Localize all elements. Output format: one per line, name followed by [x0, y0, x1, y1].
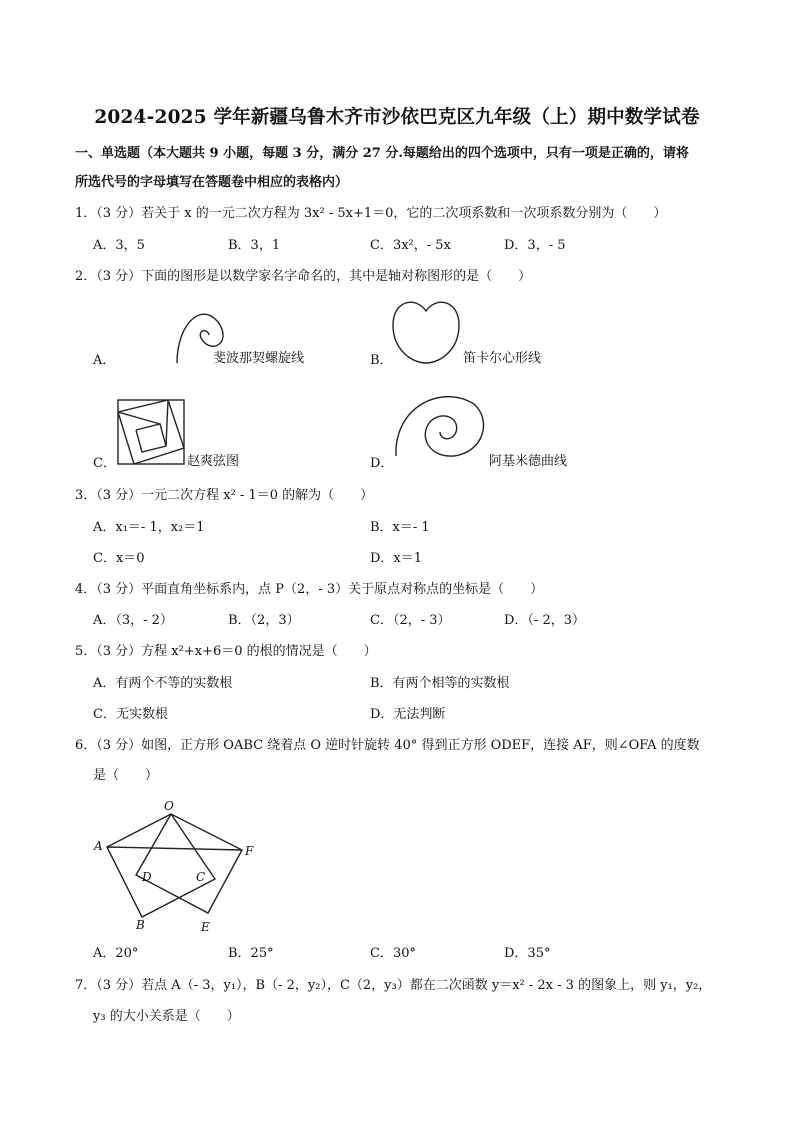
figure-label-o: O — [164, 799, 174, 813]
question-5-option-d: D．无法判断 — [370, 707, 446, 722]
question-3-option-d: D．x＝1 — [370, 551, 423, 566]
question-3-option-b: B．x＝‑ 1 — [370, 520, 430, 535]
section-header-line2: 所选代号的字母填写在答题卷中相应的表格内） — [75, 175, 349, 190]
question-6-option-d: D．35° — [504, 946, 551, 961]
figure-label-c: C — [196, 870, 206, 884]
question-2-caption-d: 阿基米德曲线 — [489, 454, 568, 469]
figure-label-e: E — [201, 920, 210, 934]
question-4-option-b: B．（2，3） — [228, 613, 300, 628]
section-header-line1: 一、单选题（本大题共 9 小题，每题 3 分，满分 27 分.每题给出的四个选项中，只有一项是正确的，请将 — [75, 146, 689, 161]
question-4-stem: 4．（3 分）平面直角坐标系内，点 P（2，‑ 3）关于原点对称点的坐标是（ ） — [75, 582, 544, 597]
question-2-caption-b: 笛卡尔心形线 — [463, 351, 542, 366]
question-5-option-c: C．无实数根 — [93, 707, 168, 722]
question-1-option-c: C．3x²，‑ 5x — [370, 238, 451, 253]
question-6-stem-line1: 6．（3 分）如图，正方形 OABC 绕着点 O 逆时针旋转 40° 得到正方形 ODEF，连接 AF，则∠OFA 的度数 — [75, 738, 700, 753]
question-4-option-a: A．（3，‑ 2） — [93, 613, 173, 628]
figure-label-d: D — [142, 870, 152, 884]
figure-label-f: F — [245, 844, 254, 858]
question-6-stem-line2: 是（ ） — [93, 768, 159, 783]
archimedean-spiral-figure — [392, 386, 488, 466]
question-6-option-c: C．30° — [370, 946, 416, 961]
question-3-option-a: A．x₁＝‑ 1，x₂＝1 — [93, 520, 205, 535]
question-5-stem: 5．（3 分）方程 x²+x+6＝0 的根的情况是（ ） — [75, 644, 377, 659]
zhao-shuang-diagram — [116, 398, 186, 466]
question-1-option-a: A．3，5 — [93, 238, 145, 253]
question-3-stem: 3．（3 分）一元二次方程 x² ‑ 1＝0 的解为（ ） — [75, 488, 374, 503]
question-1-option-d: D．3，‑ 5 — [504, 238, 566, 253]
question-1-stem: 1．（3 分）若关于 x 的一元二次方程为 3x² ‑ 5x+1＝0，它的二次项系数和一次项系数分别为（ ） — [75, 206, 667, 221]
question-7-stem-line2: y₃ 的大小关系是（ ） — [93, 1009, 240, 1024]
question-5-option-b: B．有两个相等的实数根 — [370, 676, 510, 691]
question-4-option-c: C．（2，‑ 3） — [370, 613, 451, 628]
question-2-option-c-letter: C． — [93, 456, 116, 471]
question-2-option-d-letter: D． — [370, 456, 394, 471]
question-7-stem-line1: 7．（3 分）若点 A（‑ 3，y₁），B（‑ 2，y₂），C（2，y₃）都在二次函数 y＝x² ‑ 2x ‑ 3 的图象上，则 y₁，y₂， — [75, 978, 712, 993]
question-3-option-c: C．x＝0 — [93, 551, 145, 566]
question-2-option-b-letter: B． — [370, 353, 393, 368]
rotated-squares-figure — [90, 795, 260, 935]
page-title: 2024-2025 学年新疆乌鲁木齐市沙依巴克区九年级（上）期中数学试卷 — [94, 107, 700, 128]
question-4-option-d: D．（‑ 2，3） — [504, 613, 585, 628]
figure-label-b: B — [136, 918, 145, 932]
question-6-option-b: B．25° — [228, 946, 274, 961]
cardioid-figure — [390, 294, 462, 366]
question-2-option-a-letter: A． — [93, 353, 116, 368]
question-2-stem: 2．（3 分）下面的图形是以数学家名字命名的，其中是轴对称图形的是（ ） — [75, 269, 532, 284]
question-1-option-b: B．3，1 — [228, 238, 281, 253]
question-2-caption-c: 赵爽弦图 — [187, 454, 240, 469]
question-5-option-a: A．有两个不等的实数根 — [93, 676, 233, 691]
question-2-caption-a: 斐波那契螺旋线 — [213, 351, 305, 366]
figure-label-a: A — [94, 839, 103, 853]
question-6-option-a: A．20° — [93, 946, 139, 961]
